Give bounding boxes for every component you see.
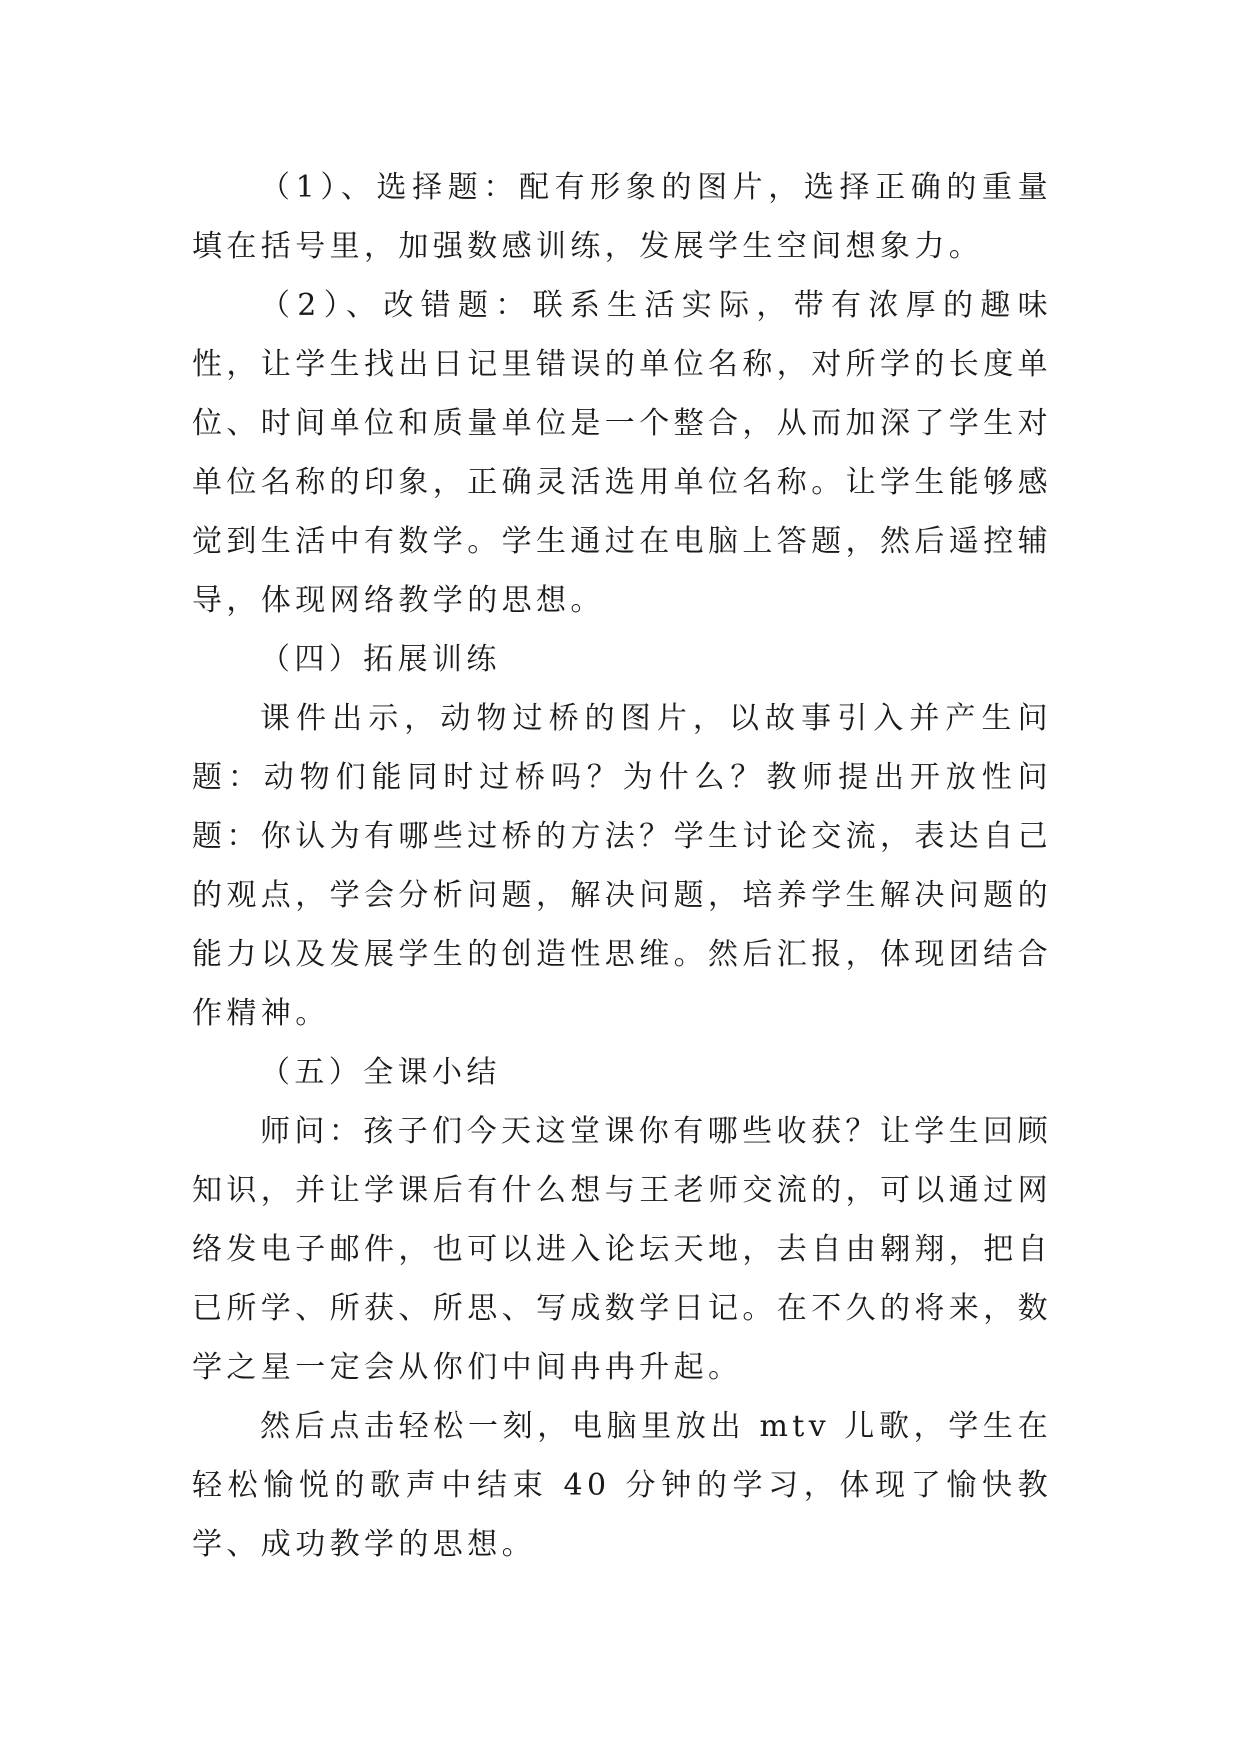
paragraph-choice-question: （1）、选择题：配有形象的图片，选择正确的重量填在括号里，加强数感训练，发展学生空间想象力。 [192, 170, 1052, 264]
document-page [192, 158, 1052, 1574]
paragraph-bridge-story: 课件出示，动物过桥的图片，以故事引入并产生问题：动物们能同时过桥吗？为什么？教师提出开放性问题：你认为有哪些过桥的方法？学生讨论交流，表达自己的观点，学会分析问题，解决问题，培养学生解决问题的能力以及发展学生的创造性思维。然后汇报，体现团结合作精神。 [192, 701, 1052, 1031]
section-heading-extension-training: （四）拓展训练 [260, 642, 501, 677]
section-heading-lesson-summary: （五）全课小结 [260, 1055, 501, 1090]
paragraph-correction-question: （2）、改错题：联系生活实际，带有浓厚的趣味性，让学生找出日记里错误的单位名称，对所学的长度单位、时间单位和质量单位是一个整合，从而加深了学生对单位名称的印象，正确灵活选用单位名称。让学生能够感觉到生活中有数学。学生通过在电脑上答题，然后遥控辅导，体现网络教学的思想。 [192, 288, 1052, 618]
paragraph-mtv-song: 然后点击轻松一刻，电脑里放出 mtv 儿歌，学生在轻松愉悦的歌声中结束 40 分钟的学习，体现了愉快教学、成功教学的思想。 [192, 1409, 1052, 1562]
paragraph-teacher-question: 师问：孩子们今天这堂课你有哪些收获？让学生回顾知识，并让学课后有什么想与王老师交流的，可以通过网络发电子邮件，也可以进入论坛天地，去自由翱翔，把自已所学、所获、所思、写成数学日记。在不久的将来，数学之星一定会从你们中间冉冉升起。 [192, 1114, 1052, 1385]
